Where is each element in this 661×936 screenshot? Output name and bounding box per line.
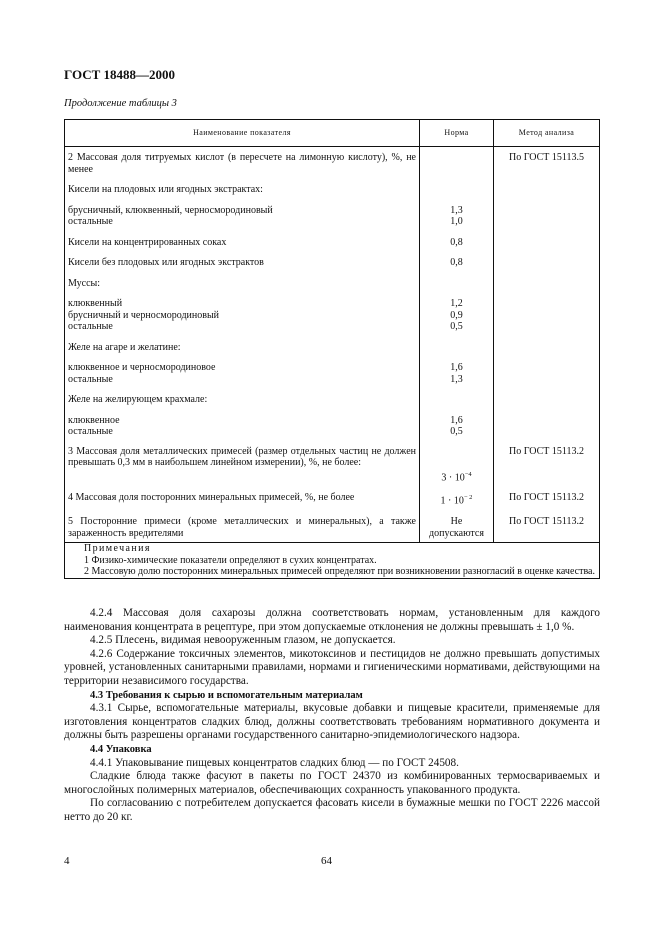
row-norm: $3 \cdot 10^{-4}$ (420, 438, 494, 484)
row-norm (420, 147, 494, 176)
table-row (65, 483, 600, 507)
body-text (64, 607, 600, 825)
paragraph-4-2-6: 4.2.6 Содержание токсичных элементов, микотоксинов и пестицидов не должно превышать допустимых уровней, установленных санитарными правилами, нормами и гигиеническими нормативами, действующими на территории независимого государства. (64, 647, 600, 687)
row-norm: 1,6 1,3 (420, 353, 494, 385)
row-name: 4 Массовая доля посторонних минеральных примесей, %, не более (65, 483, 420, 507)
table-row (65, 269, 600, 290)
row-name: Кисели на плодовых или ягодных экстрактах: (65, 175, 420, 196)
row-name: клюквенный брусничный и черносмородиновый остальные (65, 289, 420, 333)
column-header-norm: Норма (420, 120, 494, 147)
table-row (65, 228, 600, 249)
document-id: ГОСТ 18488—2000 (64, 67, 176, 82)
column-header-name: Наименование показателя (65, 120, 420, 147)
indicators-table (64, 119, 600, 579)
table-row (65, 248, 600, 269)
row-norm: Не допускаются (420, 507, 494, 543)
table-row (65, 507, 600, 543)
table-row (65, 385, 600, 406)
table-continuation-label: Продолжение таблицы 3 (64, 98, 177, 109)
row-norm: 0,8 (420, 228, 494, 249)
note-item: 2 Массовую долю посторонних минеральных примесей определяют при возникновении разногласий в оценке качества. (84, 566, 595, 578)
table-notes-row (65, 543, 600, 579)
paragraph-paper-sacks: По согласованию с потребителем допускается фасовать кисели в бумажные мешки по ГОСТ 2226 массой нетто до 20 кг. (64, 797, 600, 823)
table-row (65, 406, 600, 438)
column-header-method: Метод анализа (494, 120, 600, 147)
row-name: 5 Посторонние примеси (кроме металлических и минеральных), а также зараженность вредителями (65, 507, 420, 543)
row-name: Кисели без плодовых или ягодных экстрактов (65, 248, 420, 269)
notes-heading: Примечания (84, 543, 151, 555)
paragraph-4-4-1: 4.4.1 Упаковывание пищевых концентратов сладких блюд — по ГОСТ 24508. (90, 756, 459, 769)
row-norm: 1,6 0,5 (420, 406, 494, 438)
note-item: 1 Физико-химические показатели определяют в сухих концентратах. (84, 554, 377, 566)
page-number-left: 4 (64, 855, 70, 867)
row-method: По ГОСТ 15113.5 (494, 147, 600, 176)
section-heading-4-3: 4.3 Требования к сырью и вспомогательным материалам (90, 689, 363, 701)
table-row (65, 353, 600, 385)
table-row (65, 147, 600, 176)
table-row (65, 438, 600, 484)
page-number-center: 64 (321, 855, 332, 867)
paragraph-4-3-1: 4.3.1 Сырье, вспомогательные материалы, вкусовые добавки и пищевые красители, применяемые для изготовления концентратов сладких блюд, должны соответствовать требованиям нормативного документа и должны быть разрешены органами государственного санитарно-эпидемиологического надзора. (64, 702, 600, 742)
row-method: По ГОСТ 15113.2 (494, 483, 600, 507)
table-row (65, 289, 600, 333)
table-row (65, 333, 600, 354)
row-norm: 1,3 1,0 (420, 196, 494, 228)
row-name: 3 Массовая доля металлических примесей (размер отдельных частиц не должен превышать 0,3 мм в наибольшем линейном измерении), %, не более: (65, 438, 420, 484)
row-name: клюквенное и черносмородиновое остальные (65, 353, 420, 385)
row-name: Муссы: (65, 269, 420, 290)
row-name: клюквенное остальные (65, 406, 420, 438)
row-norm: 1,2 0,9 0,5 (420, 289, 494, 333)
table-row (65, 175, 600, 196)
row-method: По ГОСТ 15113.2 (494, 438, 600, 484)
row-method: По ГОСТ 15113.2 (494, 507, 600, 543)
paragraph-4-2-5: 4.2.5 Плесень, видимая невооруженным глазом, не допускается. (90, 634, 396, 647)
table-header-row (65, 120, 600, 147)
table-notes (65, 543, 600, 579)
paragraph-packaging-bags: Сладкие блюда также фасуют в пакеты по ГОСТ 24370 из комбинированных термосвариваемых и многослойных полимерных материалов, обеспечивающих сохранность упакованного продукта. (64, 770, 600, 796)
section-heading-4-4: 4.4 Упаковка (90, 743, 152, 755)
row-name: Желе на агаре и желатине: (65, 333, 420, 354)
row-name: Кисели на концентрированных соках (65, 228, 420, 249)
row-name: 2 Массовая доля титруемых кислот (в пересчете на лимонную кислоту), %, не менее (65, 147, 420, 176)
row-norm: $1 \cdot 10^{- 2}$ (420, 483, 494, 507)
row-norm: 0,8 (420, 248, 494, 269)
table-row (65, 196, 600, 228)
paragraph-4-2-4: 4.2.4 Массовая доля сахарозы должна соответствовать нормам, установленным для каждого наименования концентрата в рецептуре, при этом допускаемые отклонения не должны превышать ± 1,0 %. (64, 607, 600, 633)
row-name: брусничный, клюквенный, черносмородиновый остальные (65, 196, 420, 228)
row-name: Желе на желирующем крахмале: (65, 385, 420, 406)
